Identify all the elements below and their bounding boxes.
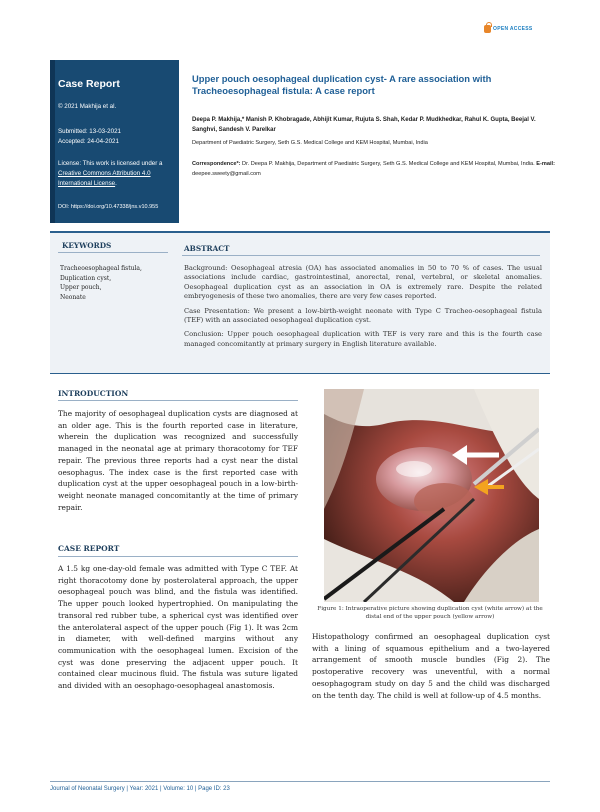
open-access-badge — [484, 25, 533, 33]
copyright-notice: © 2021 Makhija et al. — [58, 103, 117, 110]
keywords-rule — [58, 252, 168, 253]
histopathology-text: Histopathology confirmed an oesophageal duplication cyst with a lining of squamous epithelium and a two-layered arrangement of smooth muscle bundles (Fig 2). The postoperative recovery was uneventful, with a normal oesophagogram study on day 5 and the child was discharged on the tenth day. The child is well at follow-up of 4.5 months. — [312, 632, 550, 700]
license-notice — [58, 159, 176, 189]
keyword-item: Tracheoesophageal fistula, — [60, 265, 142, 272]
email-label: E-mail: — [536, 161, 555, 167]
author-list: Deepa P. Makhija,* Manish P. Khobragade, Abhijit Kumar, Rujuta S. Shah, Kedar P. Mudkhedkar, Rahul K. Gupta, Beejal V. Sanghvi, Sandesh V. Parelkar — [192, 117, 536, 133]
article-type: Case Report — [58, 78, 120, 90]
article-title: Upper pouch oesophageal duplication cyst- A rare association with Tracheoesophageal fistula: A case report — [192, 73, 492, 96]
abstract-body — [184, 264, 542, 354]
article-info-sidebar — [50, 60, 179, 223]
figure-caption: Figure 1: Intraoperative picture showing duplication cyst (white arrow) at the distal end of the upper pouch (yellow arrow) — [317, 606, 543, 621]
accepted-date: Accepted: 24-04-2021 — [58, 138, 119, 145]
abstract-case: Case Presentation: We present a low-birth-weight neonate with Type C Tracheo-oesophageal fistula (TEF) with an associated oesophageal duplication cyst. — [184, 306, 542, 325]
intraoperative-photo-drawing — [324, 389, 539, 602]
introduction-text: The majority of oesophageal duplication cysts are diagnosed at an older age. This is the fourth reported case in literature, wherein the duplication was recognized and successfully managed in the neonatal age at primary thoracotomy for TEF repair. The previous three reports had a cyst near the distal oesophagus. The index case is the first reported case with duplication cyst at the upper oesophageal pouch in a low-birth-weight neonate managed concomitantly at the time of primary repair. — [58, 409, 298, 512]
license-prefix: License: This work is licensed under a — [58, 160, 163, 167]
sidebar-stripe — [50, 60, 55, 223]
doi-link[interactable]: DOI: https://doi.org/10.47338/jns.v10.955 — [58, 204, 159, 210]
open-access-lock-icon — [484, 25, 491, 33]
correspondence — [192, 160, 556, 179]
footer-rule — [50, 781, 550, 782]
abstract-conclusion: Conclusion: Upper pouch oesophageal duplication with TEF is very rare and this is the fourth case managed concomitantly at primary surgery in English literature available. — [184, 330, 542, 348]
email-address[interactable]: deepee.sweety@gmail.com — [192, 170, 261, 177]
abstract-background: Background: Oesophageal atresia (OA) has associated anomalies in 50 to 70 % of cases. The usual associations include cardiac, gastrointestinal, anorectal, renal, vertebral, or skeletal anomalies. Oesophageal duplication cyst as an association in OA is extremely rare. Despite the related embryogenesis of these two anomalies, there are very few cases reported. — [184, 264, 542, 301]
case-report-heading: CASE REPORT — [58, 544, 120, 553]
open-access-label: OPEN ACCESS — [493, 26, 533, 32]
case-report-rule — [58, 556, 298, 557]
abstract-heading: ABSTRACT — [184, 244, 230, 253]
submitted-date: Submitted: 13-03-2021 — [58, 128, 121, 135]
introduction-heading: INTRODUCTION — [58, 389, 129, 398]
dates — [58, 127, 121, 147]
abstract-rule — [182, 255, 540, 256]
box-top-rule — [50, 231, 550, 233]
affiliation: Department of Paediatric Surgery, Seth G.S. Medical College and KEM Hospital, Mumbai, India — [192, 140, 428, 146]
keywords-list — [60, 264, 142, 302]
keywords-abstract-box — [50, 231, 550, 374]
keywords-heading: KEYWORDS — [62, 241, 112, 250]
license-link[interactable]: Creative Commons Attribution 4.0 International License — [58, 170, 151, 187]
keyword-item: Duplication cyst, — [60, 274, 112, 282]
intraoperative-photo — [324, 389, 539, 602]
keyword-item: Upper pouch, — [60, 284, 102, 291]
journal-footer: Journal of Neonatal Surgery | Year: 2021 | Volume: 10 | Page ID: 23 — [50, 786, 230, 792]
license-suffix: . — [115, 180, 117, 187]
keyword-item: Neonate — [60, 293, 86, 301]
correspondence-label: Correspondence*: — [192, 161, 241, 167]
box-bottom-rule — [50, 373, 550, 375]
introduction-rule — [58, 400, 298, 401]
correspondence-text: Dr. Deepa P. Makhija, Department of Paediatric Surgery, Seth G.S. Medical College and KEM Hospital, Mumbai, India. — [240, 161, 537, 167]
case-report-text: A 1.5 kg one-day-old female was admitted with Type C TEF. At right thoracotomy done by posterolateral approach, the upper oesophageal pouch was blind, and the fistula was identified. The upper pouch looked hypertrophied. On manipulating the transoral red rubber tube, a spherical cyst was identified over the anterolateral aspect of the upper pouch (Fig 1). It was 2cm in diameter, with well-defined margins without any communication with the oesophageal lumen. Excision of the cyst was done preserving the adjacent upper pouch. It contained clear mucinous fluid. The fistula was suture ligated and divided with an oesophago-oesophageal anastomosis. — [58, 564, 298, 691]
